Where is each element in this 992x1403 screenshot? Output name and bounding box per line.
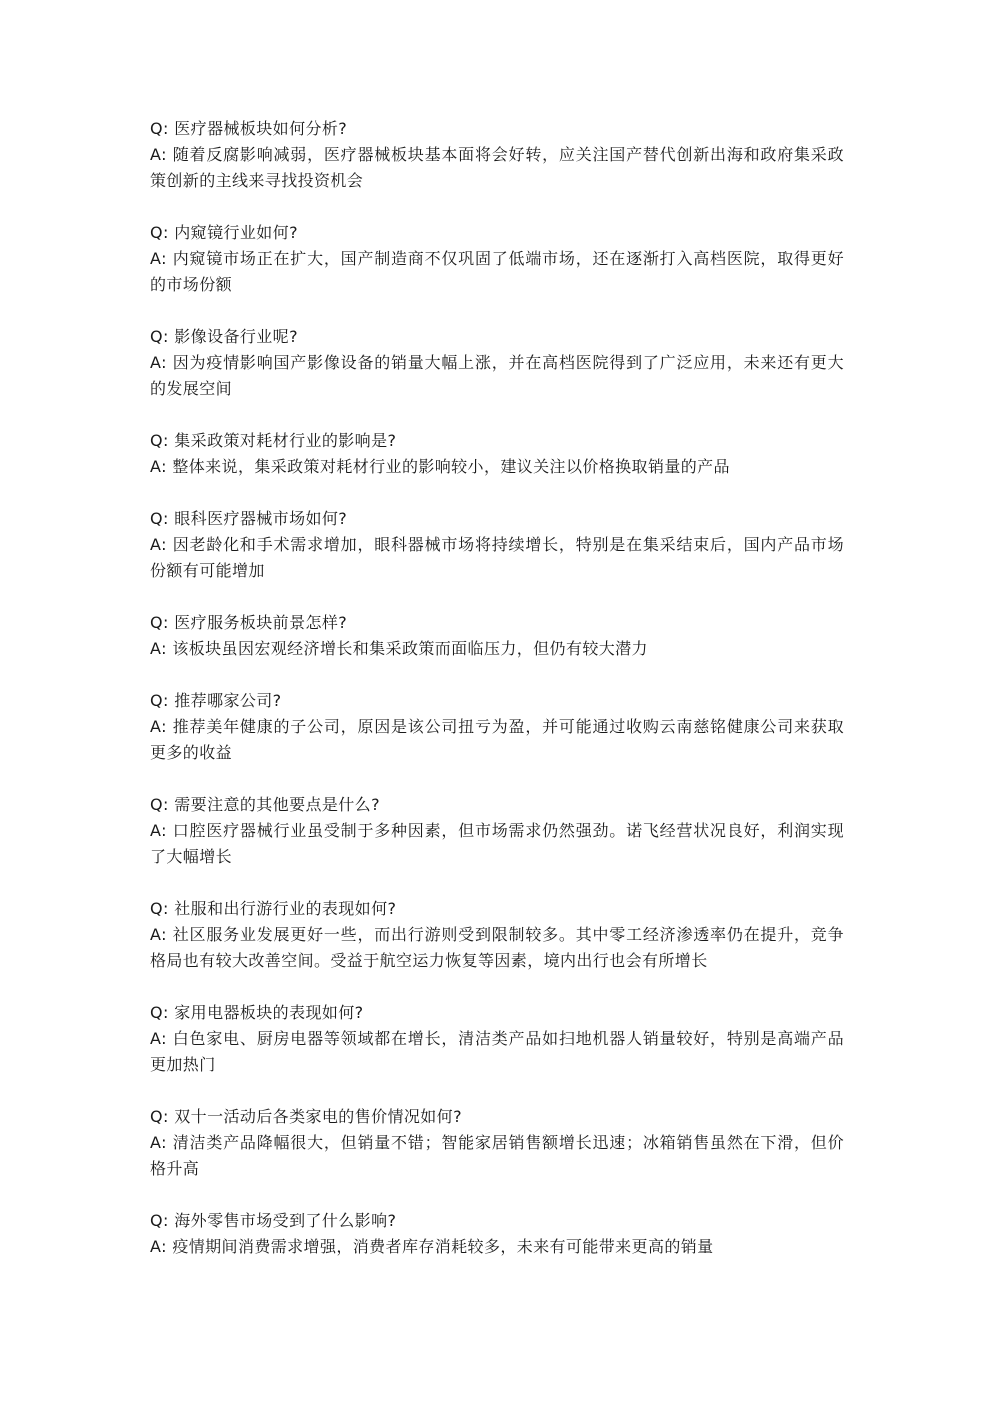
qa-item (150, 428, 844, 480)
question-text: Q: 影像设备行业呢? (150, 327, 298, 346)
question-text: Q: 需要注意的其他要点是什么? (150, 795, 380, 814)
qa-item (150, 116, 844, 194)
answer-text: A: 因为疫情影响国产影像设备的销量大幅上涨，并在高档医院得到了广泛应用，未来还有更大的发展空间 (150, 353, 844, 398)
answer-text: A: 清洁类产品降幅很大，但销量不错；智能家居销售额增长迅速；冰箱销售虽然在下滑，但价格升高 (150, 1133, 844, 1178)
question-text: Q: 医疗器械板块如何分析? (150, 119, 348, 138)
qa-item (150, 688, 844, 766)
qa-item (150, 610, 844, 662)
answer-text: A: 口腔医疗器械行业虽受制于多种因素，但市场需求仍然强劲。诺飞经营状况良好，利润实现了大幅增长 (150, 821, 844, 866)
answer-text: A: 随着反腐影响减弱，医疗器械板块基本面将会好转，应关注国产替代创新出海和政府集采政策创新的主线来寻找投资机会 (150, 145, 844, 190)
qa-item (150, 792, 844, 870)
qa-item (150, 220, 844, 298)
qa-item (150, 1104, 844, 1182)
answer-text: A: 白色家电、厨房电器等领域都在增长，清洁类产品如扫地机器人销量较好，特别是高端产品更加热门 (150, 1029, 844, 1074)
answer-text: A: 内窥镜市场正在扩大，国产制造商不仅巩固了低端市场，还在逐渐打入高档医院，取得更好的市场份额 (150, 249, 844, 294)
question-text: Q: 社服和出行游行业的表现如何? (150, 899, 397, 918)
question-text: Q: 眼科医疗器械市场如何? (150, 509, 348, 528)
qa-item (150, 1208, 844, 1260)
answer-text: A: 因老龄化和手术需求增加，眼科器械市场将持续增长，特别是在集采结束后，国内产品市场份额有可能增加 (150, 535, 844, 580)
question-text: Q: 集采政策对耗材行业的影响是? (150, 431, 397, 450)
question-text: Q: 海外零售市场受到了什么影响? (150, 1211, 397, 1230)
question-text: Q: 医疗服务板块前景怎样? (150, 613, 348, 632)
question-text: Q: 家用电器板块的表现如何? (150, 1003, 364, 1022)
answer-text: A: 整体来说，集采政策对耗材行业的影响较小，建议关注以价格换取销量的产品 (150, 457, 730, 476)
answer-text: A: 社区服务业发展更好一些，而出行游则受到限制较多。其中零工经济渗透率仍在提升，竞争格局也有较大改善空间。受益于航空运力恢复等因素，境内出行也会有所增长 (150, 925, 844, 970)
question-text: Q: 内窥镜行业如何? (150, 223, 298, 242)
qa-document (150, 116, 844, 1286)
answer-text: A: 疫情期间消费需求增强，消费者库存消耗较多，未来有可能带来更高的销量 (150, 1237, 714, 1256)
question-text: Q: 双十一活动后各类家电的售价情况如何? (150, 1107, 462, 1126)
qa-item (150, 1000, 844, 1078)
answer-text: A: 推荐美年健康的子公司，原因是该公司扭亏为盈，并可能通过收购云南慈铭健康公司来获取更多的收益 (150, 717, 844, 762)
qa-item (150, 506, 844, 584)
question-text: Q: 推荐哪家公司? (150, 691, 282, 710)
answer-text: A: 该板块虽因宏观经济增长和集采政策而面临压力，但仍有较大潜力 (150, 639, 648, 658)
qa-item (150, 896, 844, 974)
qa-item (150, 324, 844, 402)
